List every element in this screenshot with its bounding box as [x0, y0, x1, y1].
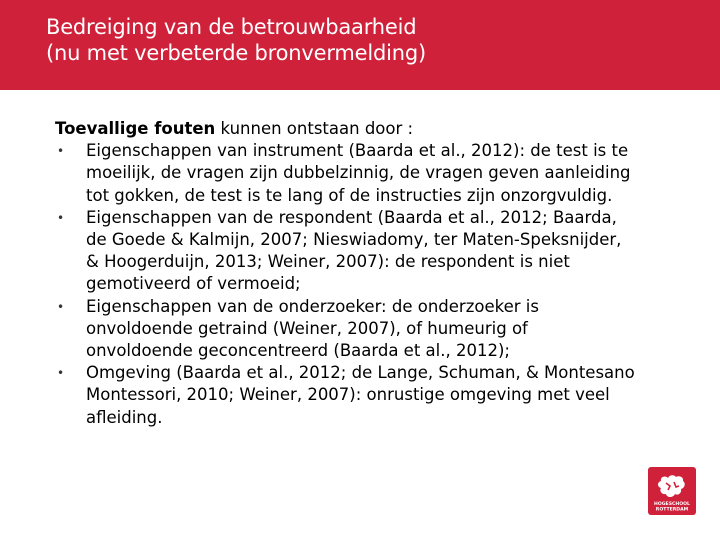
- bullet-item: [55, 296, 635, 363]
- intro-line: [55, 118, 635, 140]
- bullet-icon: •: [57, 210, 65, 225]
- bullet-item: [55, 207, 635, 296]
- bullet-text: Eigenschappen van de onderzoeker: de onderzoeker is onvoldoende getraind (Weiner, 2007), of humeurig of onvoldoende geconcentreerd (Baarda et al., 2012);: [86, 296, 539, 361]
- bullet-icon: •: [57, 144, 65, 159]
- bullet-item: [55, 362, 635, 429]
- bullet-text: Omgeving (Baarda et al., 2012; de Lange, Schuman, & Montesano Montessori, 2010; Weiner, 2007): onrustige omgeving met veel afleiding.: [86, 363, 635, 427]
- slide-title-line-1: Bedreiging van de betrouwbaarheid: [46, 15, 417, 39]
- slide-body: [55, 118, 635, 429]
- bullet-list: [55, 140, 635, 429]
- slide-title-line-2: (nu met verbeterde bronvermelding): [46, 41, 427, 65]
- intro-bold-term: Toevallige fouten: [55, 119, 216, 138]
- bullet-text: Eigenschappen van de respondent (Baarda et al., 2012; Baarda, de Goede & Kalmijn, 2007; Nieswiadomy, ter Maten-Speksnijder, & Hoogerduijn, 2013; Weiner, 2007): de respondent is niet gemotiveerd of vermoeid;: [86, 207, 622, 294]
- intro-text: kunnen ontstaan door :: [215, 119, 414, 138]
- bullet-icon: •: [57, 299, 65, 314]
- slide-title: [46, 14, 686, 66]
- bullet-text: Eigenschappen van instrument (Baarda et al., 2012): de test is te moeilijk, de vragen zijn dubbelzinnig, de vragen geven aanleiding tot gokken, de test is te lang of de instructies zijn onzorgvuldig.: [86, 141, 631, 205]
- logo-text-line-2: ROTTERDAM: [655, 507, 689, 513]
- bullet-icon: •: [57, 366, 65, 381]
- bullet-item: [55, 140, 635, 207]
- logo-text-line-1: HOGESCHOOL: [654, 502, 690, 507]
- hogeschool-rotterdam-logo: [648, 467, 696, 515]
- logo-emblem-icon: [648, 467, 696, 515]
